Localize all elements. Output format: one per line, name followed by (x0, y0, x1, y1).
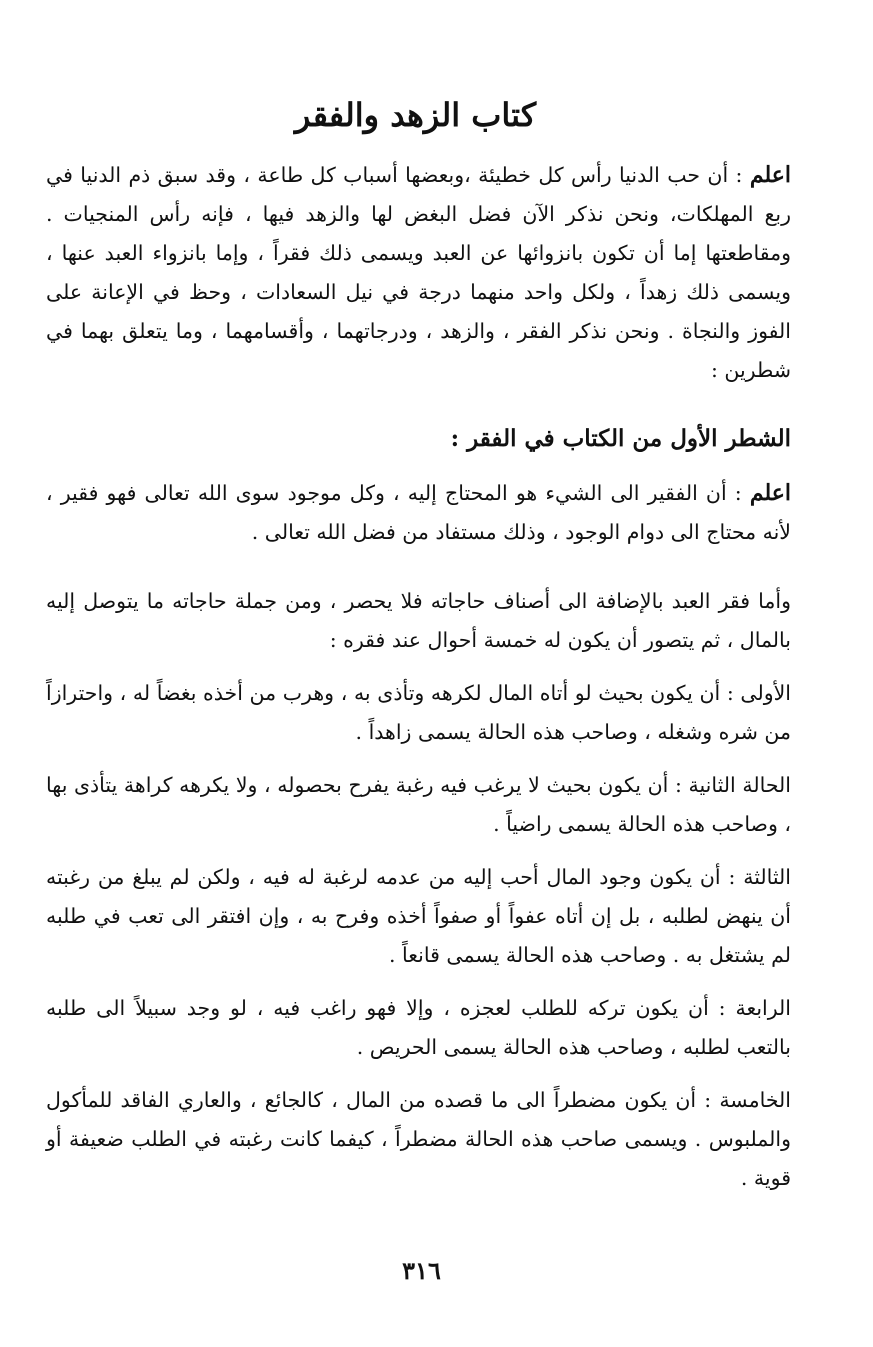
intro-text: : أن حب الدنيا رأس كل خطيئة ،وبعضها أسباب كل طاعة ، وقد سبق ذم الدنيا في ربع المهلكات، ونحن نذكر الآن فضل البغض لها والزهد فيها ، فإنه رأس المنجيات . ومقاطعتها إما أن تكون بانزوائها عن العبد ويسمى ذلك فقراً ، وإما بانزواء العبد عنها ، ويسمى ذلك زهداً ، ولكل واحد منهما درجة في نيل السعادات ، وحظ في الإعانة على الفوز والنجاة . ونحن نذكر الفقر ، والزهد ، ودرجاتهما ، وأقسامهما ، وما يتعلق بهما في شطرين : (46, 163, 791, 382)
state-paragraph-4: الرابعة : أن يكون تركه للطلب لعجزه ، وإلا فهو راغب فيه ، لو وجد سبيلاً الى طلبه بالتعب لطلبه ، وصاحب هذه الحالة يسمى الحريص . (46, 996, 791, 1059)
state-paragraph-1: الأولى : أن يكون بحيث لو أتاه المال لكرهه وتأذى به ، وهرب من أخذه بغضاً له ، واحترازاً من شره وشغله ، وصاحب هذه الحالة يسمى زاهداً . (46, 681, 791, 744)
intro-lead-word: اعلم (749, 162, 791, 188)
chapter-title: كتاب الزهد والفقر (294, 96, 537, 134)
page-number: ٣١٦ (402, 1256, 441, 1285)
state-paragraph-5: الخامسة : أن يكون مضطراً الى ما قصده من المال ، كالجائع ، والعاري الفاقد للمأكول والملبوس . ويسمى صاحب هذه الحالة مضطراً ، كيفما كانت رغبته في الطلب ضعيفة أو قوية . (46, 1088, 791, 1190)
definition-lead-word: اعلم (749, 480, 791, 506)
intro-paragraph (46, 156, 791, 390)
definition-text: : أن الفقير الى الشيء هو المحتاج إليه ، وكل موجود سوى الله تعالى فهو فقير ، لأنه محتاج الى دوام الوجود ، وذلك مستفاد من فضل الله تعالى . (46, 481, 791, 544)
state-paragraph-3: الثالثة : أن يكون وجود المال أحب إليه من عدمه لرغبة له فيه ، ولكن لم يبلغ من رغبته أن ينهض لطلبه ، بل إن أتاه عفواً أو صفواً أخذه وفرح به ، وإن افتقر الى تعب في طلبه لم يشتغل به . وصاحب هذه الحالة يسمى قانعاً . (46, 865, 791, 967)
section-heading: الشطر الأول من الكتاب في الفقر : (450, 425, 791, 452)
state-paragraph-2: الحالة الثانية : أن يكون بحيث لا يرغب فيه رغبة يفرح بحصوله ، ولا يكرهه كراهة يتأذى بها ، وصاحب هذه الحالة يسمى راضياً . (46, 773, 791, 836)
definition-paragraph (46, 474, 791, 552)
servant-poverty-paragraph: وأما فقر العبد بالإضافة الى أصناف حاجاته فلا يحصر ، ومن جملة حاجاته ما يتوصل إليه بالمال ، ثم يتصور أن يكون له خمسة أحوال عند فقره : (46, 589, 791, 652)
